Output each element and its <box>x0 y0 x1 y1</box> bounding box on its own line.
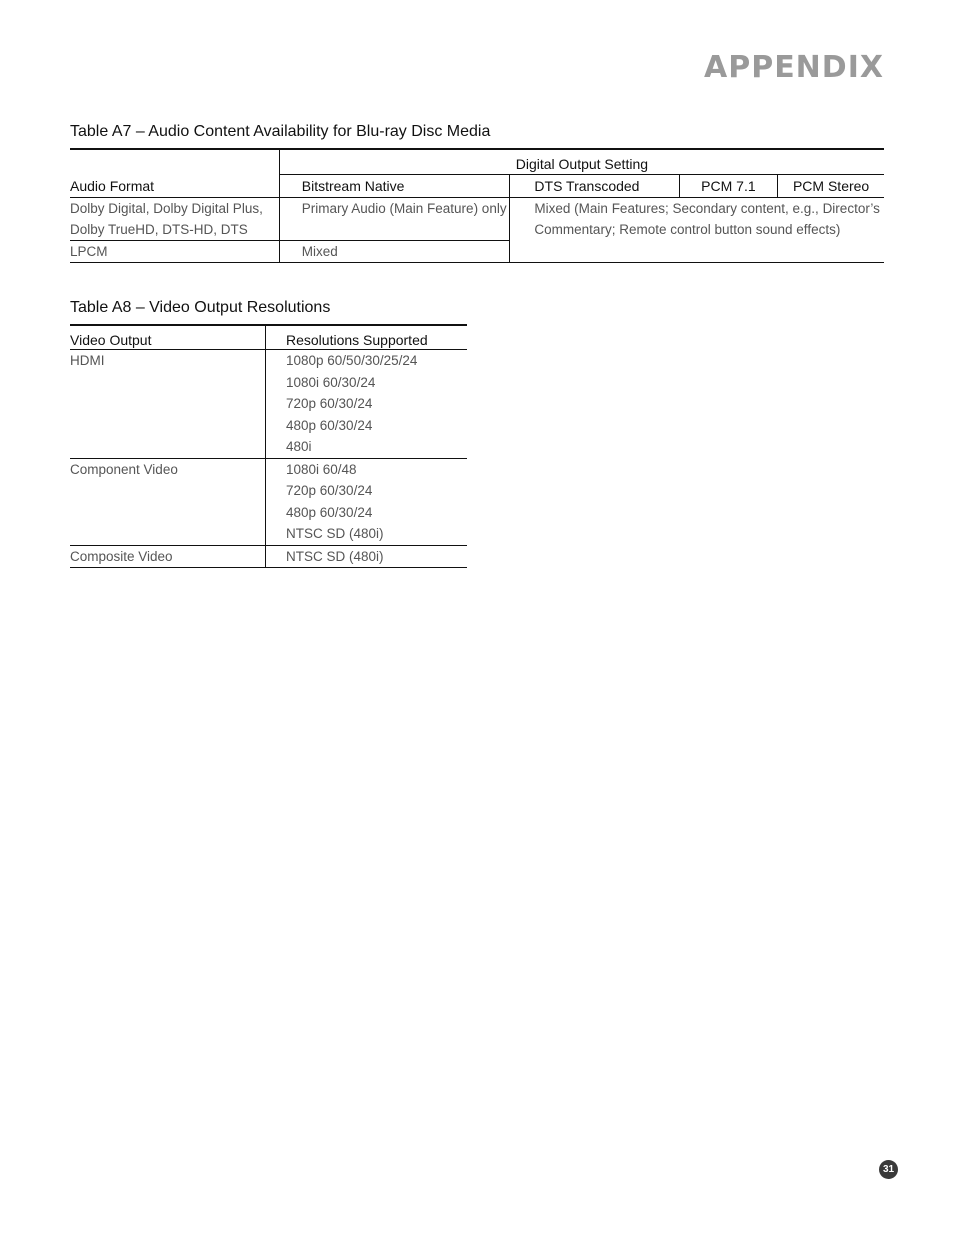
page-number-badge: 31 <box>879 1160 898 1179</box>
column-header-bitstream-native: Bitstream Native <box>279 175 510 198</box>
video-output-cell: Component Video <box>70 458 266 545</box>
resolutions-cell <box>266 350 468 459</box>
mixed-description-cell <box>510 198 884 263</box>
column-header-video-output: Video Output <box>70 325 266 350</box>
table-row <box>70 350 467 459</box>
resolution-item: NTSC SD (480i) <box>286 526 384 541</box>
resolutions-cell <box>266 545 468 568</box>
column-header-pcm-stereo: PCM Stereo <box>778 175 884 198</box>
column-header-pcm-7-1: PCM 7.1 <box>679 175 778 198</box>
audio-format-line: Dolby Digital, Dolby Digital Plus, <box>70 201 263 216</box>
table-a8 <box>70 324 467 568</box>
page-header-appendix: APPENDIX <box>704 50 884 85</box>
bitstream-native-cell: Mixed <box>279 241 510 263</box>
video-output-cell: Composite Video <box>70 545 266 568</box>
mixed-description-line: Commentary; Remote control button sound effects) <box>534 222 841 237</box>
video-output-cell: HDMI <box>70 350 266 459</box>
column-header-resolutions-supported: Resolutions Supported <box>266 325 468 350</box>
audio-format-cell <box>70 198 279 241</box>
resolution-item: NTSC SD (480i) <box>286 548 384 564</box>
mixed-description-line: Mixed (Main Features; Secondary content, e.g., Director’s <box>534 201 880 216</box>
table-row <box>70 198 884 241</box>
table-a7-group-header: Digital Output Setting <box>279 149 884 175</box>
audio-format-line: Dolby TrueHD, DTS-HD, DTS <box>70 222 248 237</box>
resolution-item: 480p 60/30/24 <box>286 504 373 520</box>
table-a8-title: Table A8 – Video Output Resolutions <box>70 299 331 316</box>
resolutions-cell <box>266 458 468 545</box>
column-header-audio-format: Audio Format <box>70 175 279 198</box>
bitstream-native-cell: Primary Audio (Main Feature) only <box>279 198 510 241</box>
resolution-item: 1080i 60/48 <box>286 461 357 477</box>
resolution-item: 720p 60/30/24 <box>286 396 373 411</box>
table-row <box>70 458 467 545</box>
table-a7-blank-corner <box>70 149 279 175</box>
table-a7-title: Table A7 – Audio Content Availability for Blu-ray Disc Media <box>70 123 491 140</box>
table-a7 <box>70 148 884 263</box>
table-row <box>70 545 467 568</box>
resolution-item: 1080p 60/50/30/25/24 <box>286 353 418 368</box>
resolution-item: 480p 60/30/24 <box>286 417 373 433</box>
resolution-item: 480i <box>286 439 312 454</box>
resolution-item: 1080i 60/30/24 <box>286 374 376 390</box>
audio-format-cell: LPCM <box>70 244 108 259</box>
column-header-dts-transcoded: DTS Transcoded <box>510 175 679 198</box>
resolution-item: 720p 60/30/24 <box>286 483 373 498</box>
